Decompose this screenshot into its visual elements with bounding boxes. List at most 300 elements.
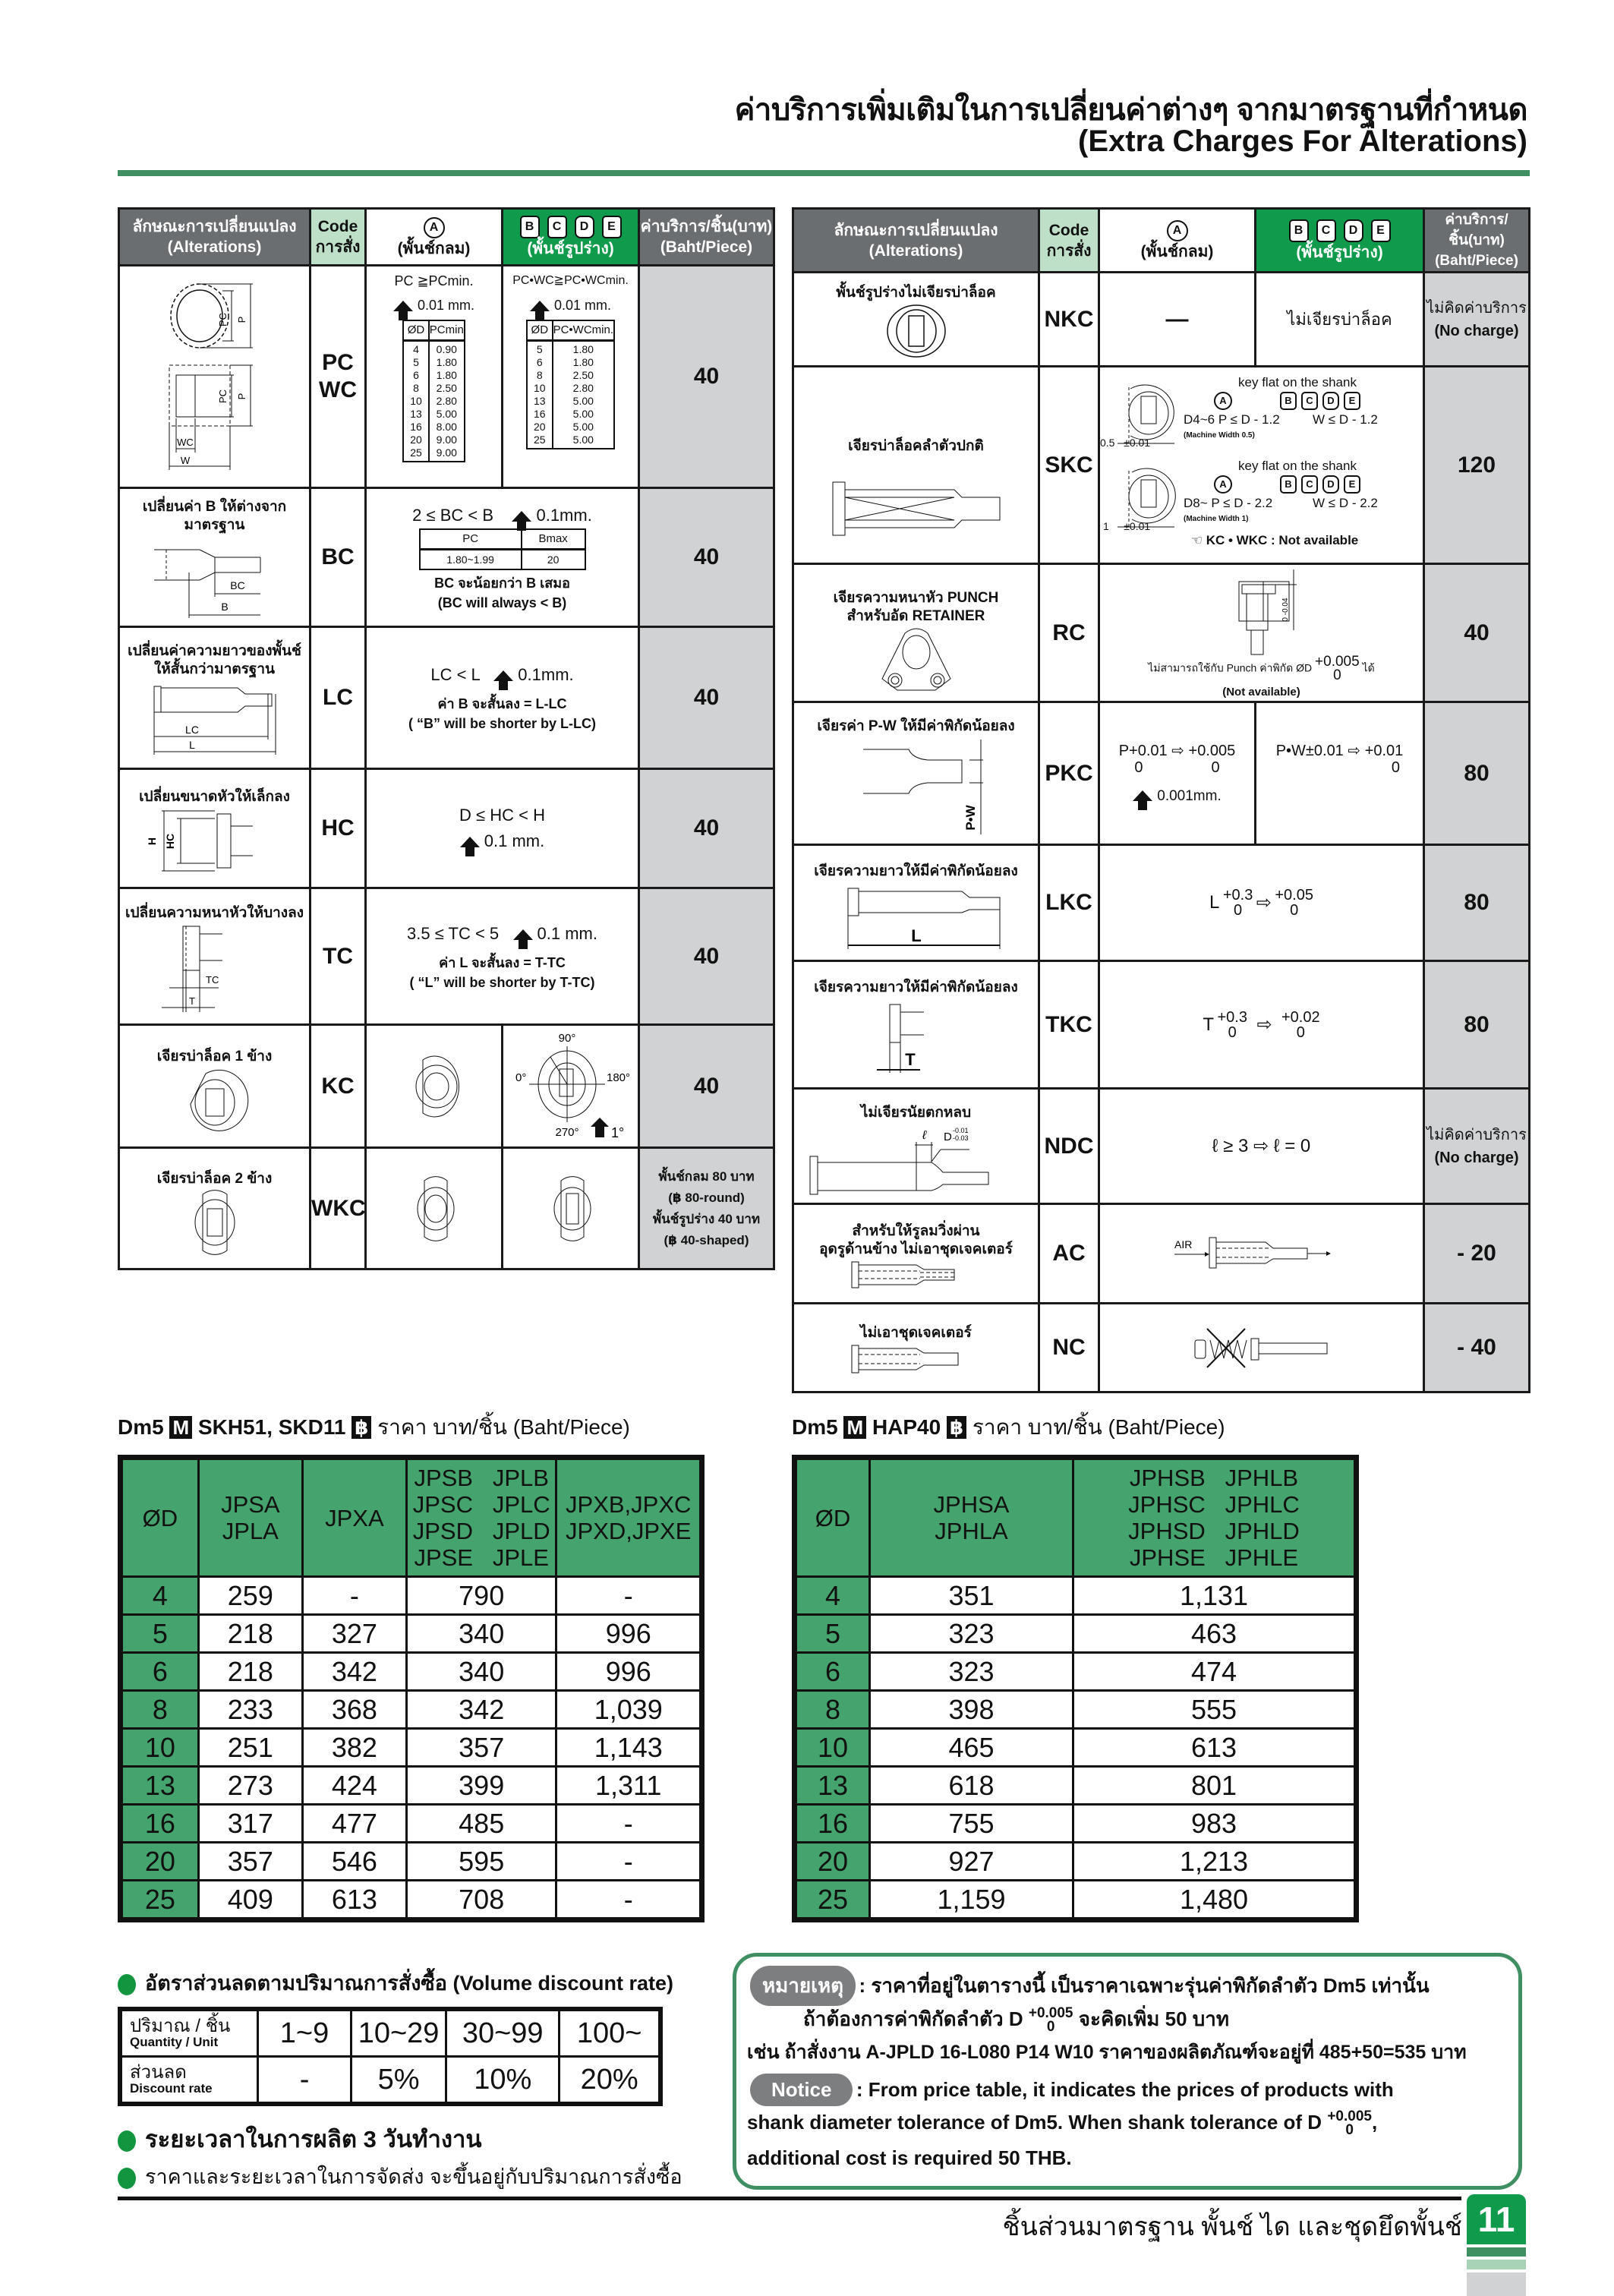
fee-wkc <box>639 1148 774 1269</box>
price-value: 1,039 <box>556 1691 702 1729</box>
bc-note-en: (BC will always < B) <box>437 594 567 610</box>
price-header-model: JPXA <box>302 1458 406 1577</box>
skc-rule-2a: D8~ P ≤ D - 2.2 <box>1184 495 1273 510</box>
lkc-description <box>793 845 1039 961</box>
bc-rule: 2 ≤ BC < B <box>412 505 494 525</box>
nkc-round-dash: — <box>1099 273 1256 367</box>
pcwcmin-table <box>526 320 615 449</box>
fee-nc: - 40 <box>1424 1304 1530 1392</box>
skc-spec <box>1099 367 1424 564</box>
pkc-shaped-to: +0.01 <box>1364 743 1404 759</box>
price-diameter: 5 <box>121 1615 199 1653</box>
bullet-icon <box>118 2168 136 2189</box>
bmax-pc-range: 1.80~1.99 <box>420 549 522 569</box>
code-lkc: LKC <box>1039 845 1099 961</box>
col-fee <box>1424 209 1530 273</box>
kc-round-drawing <box>392 1052 476 1121</box>
tc-note-en: ( “L” will be shorter by T-TC) <box>409 974 595 990</box>
code-bc: BC <box>311 488 366 627</box>
notice-en-tol-low: 0 <box>1345 2122 1354 2138</box>
price-value: 618 <box>870 1767 1073 1805</box>
tc-rule: 3.5 ≤ TC < 5 <box>407 923 500 943</box>
ac-label-2: อุดรูด้านข้าง ไม่เอาชุดเจคเตอร์ <box>819 1241 1013 1257</box>
pcwc-round-step: 0.01 mm. <box>417 298 475 313</box>
price-value: - <box>556 1577 702 1615</box>
lc-drawing <box>139 679 291 762</box>
caption-dm5: Dm5 <box>792 1415 838 1439</box>
skc-rule-1b: W ≤ D - 1.2 <box>1313 412 1378 427</box>
notice-en-line2 <box>747 2110 1377 2137</box>
qty-100-plus: 100~ <box>560 2009 660 2057</box>
col-alterations-en: (Alterations) <box>868 241 963 260</box>
lkc-to-up: +0.05 <box>1275 887 1313 904</box>
step-up-icon <box>513 929 533 940</box>
price-value: 233 <box>198 1691 302 1729</box>
fee-nkc-th: ไม่คิดค่าบริการ <box>1426 299 1527 317</box>
price-row <box>121 1615 702 1653</box>
lc-label-1: เปลี่ยนค่าความยาวของพั้นช์ <box>128 643 301 659</box>
price-row <box>795 1843 1357 1881</box>
type-b-icon: B <box>520 216 540 238</box>
fee-tc: 40 <box>639 888 774 1025</box>
tc-drawing <box>139 922 291 1017</box>
code-pc: PC <box>322 350 354 375</box>
nc-drawing-left <box>848 1342 985 1376</box>
price-value: 218 <box>198 1615 302 1653</box>
fee-bc: 40 <box>639 488 774 627</box>
kc-label: เจียรบ่าล็อค 1 ข้าง <box>156 1048 273 1064</box>
row-ac <box>793 1204 1530 1304</box>
pkc-round-to-low: 0 <box>1211 758 1220 776</box>
price-diameter: 4 <box>795 1577 870 1615</box>
col-alterations <box>119 209 311 266</box>
col-code <box>1039 209 1099 273</box>
skc-key-flat-1: key flat on the shank <box>1238 374 1357 390</box>
price-header-row <box>121 1458 702 1577</box>
nkc-drawing <box>882 302 950 360</box>
nkc-shaped-text: ไม่เจียรบ่าล็อค <box>1256 273 1424 367</box>
lead-time-text: ระยะเวลาในการผลิต 3 วันทำงาน <box>145 2126 482 2152</box>
caption-material: SKH51, SKD11 <box>197 1415 346 1439</box>
tkc-from-low: 0 <box>1228 1023 1237 1041</box>
skc-dim-0-5: 0.5 <box>1100 436 1115 449</box>
fee-lkc: 80 <box>1424 845 1530 961</box>
notice-en-line3: additional cost is required 50 THB. <box>747 2146 1072 2169</box>
ndc-label: ไม่เจียรนัยตกหลบ <box>860 1104 972 1121</box>
hc-step: 0.1 mm. <box>484 831 545 850</box>
fee-rc: 40 <box>1424 564 1530 702</box>
price-diameter: 20 <box>795 1843 870 1881</box>
price-header-model: JPSA JPLA <box>198 1458 302 1577</box>
row-kc <box>119 1025 774 1148</box>
price-value: 996 <box>556 1653 702 1691</box>
col-round-punch <box>366 209 503 266</box>
caption-unit: ราคา บาท/ชิ้น (Baht/Piece) <box>972 1415 1225 1439</box>
dim-hc-label: HC <box>163 833 176 849</box>
col-fee-th: ค่าบริการ/ชิ้น(บาท) <box>1445 212 1508 248</box>
fee-nkc <box>1424 273 1530 367</box>
step-up-icon <box>512 511 531 522</box>
price-diameter: 20 <box>121 1843 199 1881</box>
lkc-from-up: +0.3 <box>1222 887 1253 904</box>
pkc-round-to: +0.005 <box>1188 742 1236 759</box>
page-title-thai: ค่าบริการเพิ่มเติมในการเปลี่ยนค่าต่างๆ จากมาตรฐานที่กำหนด <box>734 93 1527 127</box>
air-label: AIR <box>1174 1238 1192 1250</box>
price-value: 342 <box>302 1653 406 1691</box>
price-row <box>795 1615 1357 1653</box>
price-diameter: 13 <box>121 1767 199 1805</box>
rc-tol-low: 0 <box>1333 667 1341 683</box>
bc-spec <box>366 488 639 627</box>
rate-label <box>120 2057 258 2105</box>
code-kc: KC <box>311 1025 366 1148</box>
quantity-label <box>120 2009 258 2057</box>
price-diameter: 10 <box>795 1729 870 1767</box>
pkc-round-spec: P+0.01 ⇨ +0.005 0 0 0.001mm. <box>1099 702 1256 845</box>
price-row <box>121 1577 702 1615</box>
pcwc-round-spec <box>366 266 503 488</box>
price-value: 1,131 <box>1073 1577 1357 1615</box>
tc-step: 0.1 mm. <box>537 923 597 943</box>
col-fee-en: (Baht/Piece) <box>660 238 753 256</box>
col-fee-th: ค่าบริการ/ชิ้น(บาท) <box>640 218 773 235</box>
price-value: 613 <box>302 1881 406 1920</box>
table-header-row <box>119 209 774 266</box>
skc-key-flat-2: key flat on the shank <box>1238 458 1357 473</box>
hc-drawing <box>139 806 291 878</box>
rc-label-1: เจียรความหนาหัว PUNCH <box>833 589 999 606</box>
bc-label: เปลี่ยนค่า B ให้ต่างจากมาตรฐาน <box>142 499 287 533</box>
type-d-icon: D <box>1322 392 1339 410</box>
price-header-diameter: ØD <box>795 1458 870 1577</box>
dim-tc-label: TC <box>205 974 219 986</box>
lc-label-2: ให้สั้นกว่ามาตรฐาน <box>153 661 276 677</box>
price-diameter: 6 <box>121 1653 199 1691</box>
price-value: - <box>556 1881 702 1920</box>
dim-p-label-2: P <box>235 393 247 400</box>
col-code-en: Code <box>1048 221 1089 239</box>
type-d-icon: D <box>575 216 594 238</box>
price-value: 351 <box>870 1577 1073 1615</box>
hc-description <box>119 769 311 888</box>
price-diameter: 8 <box>795 1691 870 1729</box>
price-row <box>795 1691 1357 1729</box>
pkc-round-from: P+0.01 <box>1118 742 1168 759</box>
rate-1-9: - <box>258 2057 351 2105</box>
ac-description <box>793 1204 1039 1304</box>
baht-icon: ฿ <box>947 1416 966 1439</box>
code-tc: TC <box>311 888 366 1025</box>
ac-airflow-drawing <box>1174 1235 1349 1273</box>
pcwc-shaped-step: 0.01 mm. <box>553 298 612 313</box>
bmax-table <box>419 528 586 570</box>
quantity-label-th: ปริมาณ / ชิ้น <box>130 2016 231 2036</box>
dim-bc-label: BC <box>229 579 245 591</box>
rate-label-en: Discount rate <box>130 2081 213 2096</box>
price-value: 323 <box>870 1653 1073 1691</box>
quantity-label-en: Quantity / Unit <box>130 2035 219 2049</box>
fee-nkc-en: (No charge) <box>1434 322 1519 339</box>
pcwc-shaped-spec <box>503 266 639 488</box>
wkc-description <box>119 1148 311 1269</box>
code-nc: NC <box>1039 1304 1099 1392</box>
type-d-icon: D <box>1322 475 1339 494</box>
caption-material: HAP40 <box>872 1415 941 1439</box>
code-nkc: NKC <box>1039 273 1099 367</box>
fee-ac: - 20 <box>1424 1204 1530 1304</box>
price-value: 546 <box>302 1843 406 1881</box>
dim-b-label: B <box>220 601 229 613</box>
lkc-symbol: L <box>1209 892 1220 913</box>
code-tkc: TKC <box>1039 961 1099 1089</box>
row-nkc <box>793 273 1530 367</box>
notice-th-line1-text: : ราคาที่อยู่ในตารางนี้ เป็นราคาเฉพาะรุ่นค่าพิกัดลำตัว Dm5 เท่านั้น <box>859 1974 1430 1997</box>
qty-10-29: 10~29 <box>351 2009 446 2057</box>
row-nc <box>793 1304 1530 1392</box>
price-row <box>795 1805 1357 1843</box>
step-up-icon <box>530 301 550 311</box>
pkc-step: 0.001mm. <box>1157 787 1222 804</box>
code-wkc: WKC <box>311 1148 366 1269</box>
delivery-note-text: ราคาและระยะเวลาในการจัดส่ง จะขึ้นอยู่กับปริมาณการสั่งซื้อ <box>145 2165 682 2188</box>
notice-en-line1 <box>750 2074 1394 2106</box>
fee-ndc <box>1424 1089 1530 1204</box>
code-pkc: PKC <box>1039 702 1099 845</box>
fee-wkc-round-th: พั้นช์กลม 80 บาท <box>658 1168 755 1184</box>
type-a-icon: A <box>1167 220 1188 241</box>
discount-heading <box>118 1966 673 1999</box>
nc-spec <box>1099 1304 1424 1392</box>
tc-label: เปลี่ยนความหนาหัวให้บางลง <box>125 905 304 921</box>
step-up-icon <box>1133 790 1152 801</box>
pcmin-dia-list: 4 5 6 8 10 13 16 20 25 <box>403 341 429 462</box>
fee-pcwc: 40 <box>639 266 774 488</box>
notice-th-line2-b: จะคิดเพิ่ม 50 บาท <box>1078 2007 1229 2030</box>
angle-90-label: 90° <box>558 1031 575 1045</box>
notice-en-comma: , <box>1371 2110 1378 2134</box>
code-skc: SKC <box>1039 367 1099 564</box>
rc-label-2: สำหรับอัด RETAINER <box>846 607 985 624</box>
footer-section-title: ชิ้นส่วนมาตรฐาน พั้นช์ ได และชุดยึดพั้นช์ <box>1002 2212 1462 2241</box>
row-skc <box>793 367 1530 564</box>
fee-ndc-th: ไม่คิดค่าบริการ <box>1426 1126 1527 1143</box>
pkc-shaped-spec: P•W±0.01 ⇨ +0.01 0 <box>1256 702 1424 845</box>
price-row <box>795 1577 1357 1615</box>
row-hc <box>119 769 774 888</box>
pcwc-diagram <box>119 266 311 488</box>
type-c-icon: C <box>547 216 567 238</box>
type-d-icon: D <box>1344 219 1363 242</box>
code-ndc: NDC <box>1039 1089 1099 1204</box>
lkc-from-low: 0 <box>1234 902 1243 919</box>
skc-description <box>793 367 1039 564</box>
col-shaped-th: (พั้นช์รูปร่าง) <box>527 240 614 257</box>
discount-table <box>118 2007 663 2106</box>
row-pcwc <box>119 266 774 488</box>
step-up-icon <box>591 1118 609 1137</box>
fee-skc: 120 <box>1424 367 1530 564</box>
dim-d-low: -0.03 <box>952 1134 969 1142</box>
pcwcmin-head-dia: ØD <box>527 320 553 341</box>
type-b-icon: B <box>1280 475 1297 494</box>
dim-w-label: W <box>180 455 190 466</box>
price-value: 251 <box>198 1729 302 1767</box>
row-wkc <box>119 1148 774 1269</box>
kc-description <box>119 1025 311 1148</box>
price-header-model: JPXB,JPXC JPXD,JPXE <box>556 1458 702 1577</box>
price-diameter: 8 <box>121 1691 199 1729</box>
price-table-right <box>792 1455 1359 1922</box>
notice-en-tol-up: +0.005 <box>1327 2108 1372 2124</box>
rate-100-plus: 20% <box>560 2057 660 2105</box>
dim-d-up: -0.01 <box>952 1126 969 1134</box>
col-alterations-th: ลักษณะการเปลี่ยนแปลง <box>132 218 297 235</box>
price-value: 340 <box>406 1653 556 1691</box>
row-tkc <box>793 961 1530 1089</box>
bullet-icon <box>118 2130 136 2152</box>
notice-en-line2-a: shank diameter tolerance of Dm5. When shank tolerance of D <box>747 2110 1322 2134</box>
pcmin-head-val: PCmin <box>429 320 465 341</box>
price-value: 465 <box>870 1729 1073 1767</box>
dim-lc-label: LC <box>184 724 199 736</box>
skc-drawing <box>818 478 1015 539</box>
bmax-head-pc: PC <box>420 529 522 550</box>
lc-note-th: ค่า B จะสั้นลง = L-LC <box>437 696 567 711</box>
tkc-spec <box>1099 961 1424 1089</box>
price-row <box>795 1653 1357 1691</box>
price-value: 474 <box>1073 1653 1357 1691</box>
price-value: 327 <box>302 1615 406 1653</box>
ndc-drawing <box>802 1122 1030 1198</box>
price-value: 273 <box>198 1767 302 1805</box>
price-diameter: 4 <box>121 1577 199 1615</box>
skc-rule-2b: W ≤ D - 2.2 <box>1313 495 1378 510</box>
row-lc <box>119 627 774 769</box>
ac-drawing-left <box>848 1259 985 1289</box>
price-row <box>121 1729 702 1767</box>
price-row <box>121 1843 702 1881</box>
lc-step: 0.1mm. <box>518 665 574 684</box>
skc-not-available-note: ☜ KC • WKC : Not available <box>1190 532 1359 547</box>
angle-180-label: 180° <box>606 1071 630 1084</box>
dim-ell-label: ℓ <box>922 1128 926 1142</box>
price-table-left <box>118 1455 705 1922</box>
pkc-description <box>793 702 1039 845</box>
wkc-shaped-cell <box>503 1148 639 1269</box>
price-value: 595 <box>406 1843 556 1881</box>
fee-tkc: 80 <box>1424 961 1530 1089</box>
price-value: - <box>302 1577 406 1615</box>
col-fee-en: (Baht/Piece) <box>1435 253 1518 269</box>
alterations-table-left <box>118 207 775 1270</box>
price-caption-right <box>792 1411 1225 1444</box>
no-ejector-icon <box>1186 1325 1338 1370</box>
price-diameter: 16 <box>121 1805 199 1843</box>
baht-icon: ฿ <box>351 1416 371 1439</box>
type-c-icon: C <box>1301 392 1318 410</box>
price-value: 708 <box>406 1881 556 1920</box>
lkc-spec <box>1099 845 1424 961</box>
notice-en-badge: Notice <box>750 2074 853 2106</box>
price-value: 340 <box>406 1615 556 1653</box>
price-value: 218 <box>198 1653 302 1691</box>
kc-angle-diagram <box>506 1030 635 1143</box>
row-ndc <box>793 1089 1530 1204</box>
code-pcwc <box>311 266 366 488</box>
retainer-drawing <box>875 626 958 694</box>
caption-unit: ราคา บาท/ชิ้น (Baht/Piece) <box>377 1415 630 1439</box>
price-value: 368 <box>302 1691 406 1729</box>
fee-wkc-round-en: (฿ 80-round) <box>668 1190 745 1205</box>
rate-10-29: 5% <box>351 2057 446 2105</box>
price-value: 1,311 <box>556 1767 702 1805</box>
price-value: 357 <box>406 1729 556 1767</box>
tkc-description <box>793 961 1039 1089</box>
price-value: 1,159 <box>870 1881 1073 1920</box>
price-value: 1,213 <box>1073 1843 1357 1881</box>
type-e-icon: E <box>602 216 622 238</box>
type-e-icon: E <box>1371 219 1391 242</box>
pcmin-head-dia: ØD <box>403 320 429 341</box>
price-value: 398 <box>870 1691 1073 1729</box>
pcwc-round-rule: PC ≧PCmin. <box>394 273 474 289</box>
discount-heading-text: อัตราส่วนลดตามปริมาณการสั่งซื้อ (Volume discount rate) <box>145 1972 673 1995</box>
angle-0-label: 0° <box>515 1071 526 1084</box>
type-c-icon: C <box>1316 219 1336 242</box>
price-value: 409 <box>198 1881 302 1920</box>
lc-description <box>119 627 311 769</box>
skc-machine-width-2: (Machine Width 1) <box>1184 514 1249 523</box>
lkc-to-low: 0 <box>1290 902 1299 919</box>
step-up-icon <box>493 670 513 681</box>
dim-l-label: L <box>910 926 922 945</box>
pcwcmin-head-val: PC•WCmin. <box>553 320 614 341</box>
bmax-head-bmax: Bmax <box>522 529 585 550</box>
page-tab-stripe-1 <box>1467 2247 1526 2257</box>
fee-wkc-shaped-th: พั้นช์รูปร่าง 40 บาท <box>652 1211 761 1226</box>
price-diameter: 5 <box>795 1615 870 1653</box>
price-value: 801 <box>1073 1767 1357 1805</box>
row-pkc <box>793 702 1530 845</box>
pcwcmin-val-list: 1.80 1.80 2.50 2.80 5.00 5.00 5.00 5.00 <box>553 341 614 449</box>
bc-description <box>119 488 311 627</box>
tkc-drawing <box>818 997 1015 1080</box>
fee-wkc-shaped-en: (฿ 40-shaped) <box>664 1232 749 1247</box>
col-alterations <box>793 209 1039 273</box>
notice-th-example: เช่น ถ้าสั่งงาน A-JPLD 16-L080 P14 W10 ราคาของผลิตภัณฑ์จะอยู่ที่ 485+50=535 บาท <box>747 2042 1467 2063</box>
price-row <box>121 1805 702 1843</box>
quantity-row <box>120 2009 660 2057</box>
price-diameter: 16 <box>795 1805 870 1843</box>
price-diameter: 6 <box>795 1653 870 1691</box>
pcwc-drawing <box>158 274 272 479</box>
nc-description <box>793 1304 1039 1392</box>
tc-note-th: ค่า L จะสั้นลง = T-TC <box>439 954 566 970</box>
price-value: 424 <box>302 1767 406 1805</box>
type-c-icon: C <box>1301 475 1318 494</box>
fee-pkc: 80 <box>1424 702 1530 845</box>
fee-hc: 40 <box>639 769 774 888</box>
lkc-drawing <box>818 881 1015 953</box>
tkc-to-low: 0 <box>1296 1023 1305 1041</box>
qty-30-99: 30~99 <box>446 2009 560 2057</box>
price-value: 1,480 <box>1073 1881 1357 1920</box>
price-row <box>795 1767 1357 1805</box>
ndc-description <box>793 1089 1039 1204</box>
step-up-icon <box>393 301 413 311</box>
pkc-round-from-low: 0 <box>1134 758 1143 776</box>
col-shaped-punch <box>1256 209 1424 273</box>
